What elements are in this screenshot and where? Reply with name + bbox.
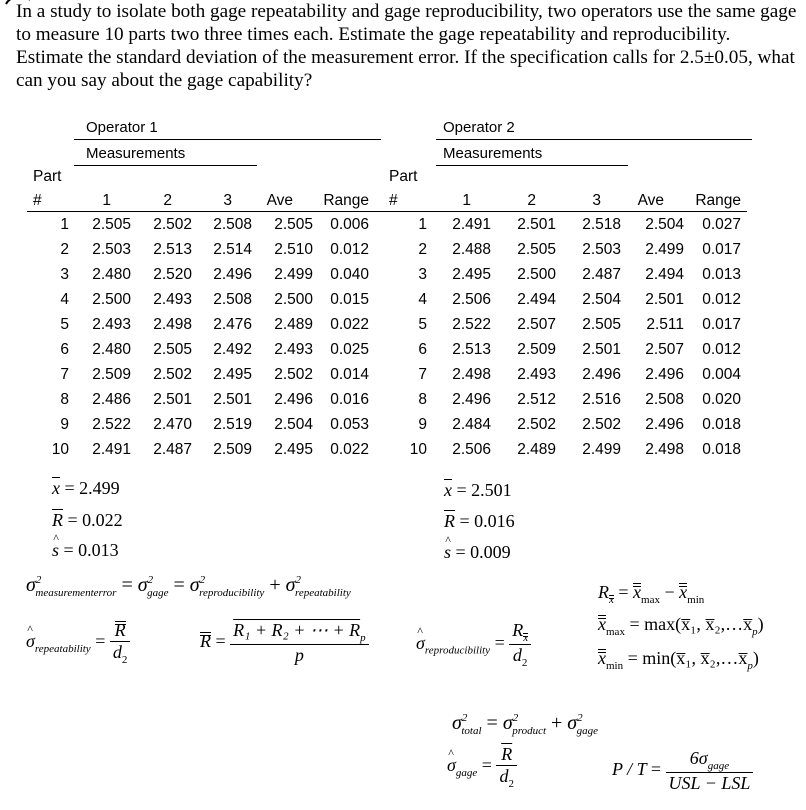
op1-table-cell: 2.503 (92, 241, 131, 258)
op1-table-cell: 2.500 (274, 291, 313, 308)
op2-subtitle-rule (436, 165, 628, 166)
op1-hash-label: # (33, 192, 42, 209)
op2-table-cell: 2.504 (645, 216, 684, 233)
op1-table-cell: 2.491 (92, 441, 131, 458)
op1-shat-stat (52, 540, 119, 561)
op2-table-cell: 2.502 (517, 416, 556, 433)
shat-symbol: ^ s (444, 542, 451, 563)
op2-table-cell: 2.493 (517, 366, 556, 383)
precision-to-tolerance-formula: P / T = $\frac{6\sigma_{gage}}{\text{USL − LSL}}$ (612, 748, 753, 794)
op1-table-cell: 2.510 (274, 241, 313, 258)
op2-table-cell: 0.017 (702, 241, 741, 258)
op2-table-cell: 2.504 (582, 291, 621, 308)
op2-table-cell: 2.507 (645, 341, 684, 358)
op2-table-cell: 2.499 (582, 441, 621, 458)
op2-table-cell: 0.012 (702, 341, 741, 358)
total-variance-formula: $\sigma^2_{total} = \sigma^2_{product} + \sigma^2_{gage}$ (452, 712, 599, 737)
op2-table-cell: 2.489 (517, 441, 556, 458)
op1-part-number: 1 (60, 216, 69, 233)
op1-part-number: 2 (60, 241, 69, 258)
op2-table-cell: 0.020 (702, 391, 741, 408)
op2-table-cell: 0.012 (702, 291, 741, 308)
op2-rbar-stat (444, 511, 515, 532)
op2-table-cell: 2.491 (452, 216, 491, 233)
op1-table-cell: 2.486 (92, 391, 131, 408)
op1-table-cell: 2.500 (92, 291, 131, 308)
op2-table-cell: 2.522 (452, 316, 491, 333)
op1-table-cell: 0.040 (330, 266, 369, 283)
op1-table-cell: 2.501 (153, 391, 192, 408)
op2-table-cell: 0.004 (702, 366, 741, 383)
op2-header-4: Ave (637, 192, 664, 209)
op1-table-cell: 2.501 (213, 391, 252, 408)
op1-xbar-value: 2.499 (79, 478, 120, 498)
op2-table-cell: 2.496 (452, 391, 491, 408)
op2-shat-value: 0.009 (470, 542, 511, 562)
op2-table-cell: 0.018 (702, 416, 741, 433)
op1-table-cell: 2.505 (92, 216, 131, 233)
op2-table-cell: 2.496 (645, 416, 684, 433)
op2-title: Operator 2 (443, 119, 515, 136)
op2-table-cell: 2.506 (452, 441, 491, 458)
op1-table-cell: 2.502 (274, 366, 313, 383)
op2-table-cell: 2.505 (582, 316, 621, 333)
op2-table-cell: 2.496 (645, 366, 684, 383)
op2-table-cell: 0.017 (702, 316, 741, 333)
op1-header-3: 3 (223, 192, 232, 209)
op2-xbar-stat (444, 480, 512, 501)
op2-shat-stat (444, 542, 511, 563)
op1-table-cell: 2.480 (92, 341, 131, 358)
rbar-symbol: $\overline{R}$ (444, 511, 455, 531)
op1-table-cell: 2.504 (274, 416, 313, 433)
op2-header-rule (387, 211, 747, 212)
measurement-error-formula: $\sigma^2_{measurementerror} = \sigma^2_{gage} = \sigma^2_{reproducibility} + \sigma^2_{repeatability}$ (26, 574, 351, 599)
xbar-min-formula: $x_{min}$ = min(x̅₁, $x̅_2,\dots x̅_p$) (598, 648, 759, 672)
rbar-average-formula: R = $\frac{R_1 + R_2 + \cdots + R_p}{p}$ (200, 620, 369, 666)
op1-part-number: 4 (60, 291, 69, 308)
op1-table-cell: 2.505 (153, 341, 192, 358)
op1-table-cell: 2.480 (92, 266, 131, 283)
op2-table-cell: 2.509 (517, 341, 556, 358)
op2-part-number: 2 (418, 241, 427, 258)
op1-table-cell: 0.014 (330, 366, 369, 383)
op2-table-cell: 2.494 (517, 291, 556, 308)
op1-subtitle: Measurements (86, 145, 186, 162)
op1-rbar-stat (52, 510, 123, 531)
op2-table-cell: 2.512 (517, 391, 556, 408)
eq: = (455, 542, 466, 562)
op2-part-number: 1 (418, 216, 427, 233)
op1-table-cell: 2.470 (153, 416, 192, 433)
op2-table-cell: 2.501 (582, 341, 621, 358)
range-of-means-formula: $R_x = x_{max} - x_{min}$ (598, 582, 705, 606)
op1-table-cell: 0.016 (330, 391, 369, 408)
repeatability-formula: ^ $\sigma_{repeatability}$ = $\frac{R}{d_2}$ (26, 620, 130, 666)
op1-table-cell: 2.513 (153, 241, 192, 258)
op2-table-cell: 2.498 (645, 441, 684, 458)
op2-table-cell: 2.501 (645, 291, 684, 308)
op2-table-cell: 2.516 (582, 391, 621, 408)
op1-table-cell: 2.489 (274, 316, 313, 333)
op2-table-cell: 2.518 (582, 216, 621, 233)
op1-header-rule (27, 211, 387, 212)
rbar-symbol: $\overline{R}$ (52, 510, 63, 530)
op1-header-2: 2 (163, 192, 172, 209)
op2-header-1: 1 (462, 192, 471, 209)
op2-header-5: Range (695, 192, 741, 209)
op2-rbar-value: 0.016 (474, 511, 515, 531)
op2-part-number: 6 (418, 341, 427, 358)
op1-table-cell: 2.476 (213, 316, 252, 333)
op1-table-cell: 2.502 (153, 216, 192, 233)
op2-part-number: 4 (418, 291, 427, 308)
op1-table-cell: 2.498 (153, 316, 192, 333)
op2-table-cell: 0.018 (702, 441, 741, 458)
op2-header-3: 3 (592, 192, 601, 209)
xbar-max-formula: $x_{max}$ = max(x̅₁, $x̅_2,\dots x̅_p$) (598, 614, 764, 638)
op1-title-rule (74, 139, 381, 140)
op1-table-cell: 0.022 (330, 441, 369, 458)
op2-title-rule (436, 139, 752, 140)
op1-table-cell: 2.505 (274, 216, 313, 233)
reproducibility-formula: ^ $\sigma_{reproducibility}$ = $\frac{R_x}{d_2}$ (416, 620, 531, 669)
op1-header-4: Ave (266, 192, 293, 209)
op1-part-number: 7 (60, 366, 69, 383)
op1-table-cell: 2.496 (213, 266, 252, 283)
op2-header-2: 2 (527, 192, 536, 209)
op1-table-cell: 0.012 (330, 241, 369, 258)
op2-part-number: 9 (418, 416, 427, 433)
op1-table-cell: 2.520 (153, 266, 192, 283)
xbar-symbol: $\overline{x}$ (52, 478, 60, 498)
op2-table-cell: 2.498 (452, 366, 491, 383)
op2-table-cell: 2.503 (582, 241, 621, 258)
op2-part-number: 10 (409, 441, 427, 458)
op1-table-cell: 2.509 (213, 441, 252, 458)
op1-table-cell: 2.522 (92, 416, 131, 433)
op1-rbar-value: 0.022 (82, 510, 123, 530)
op2-part-number: 3 (418, 266, 427, 283)
op1-title: Operator 1 (86, 119, 158, 136)
op2-table-cell: 2.501 (517, 216, 556, 233)
op1-table-cell: 0.022 (330, 316, 369, 333)
op1-table-cell: 0.015 (330, 291, 369, 308)
op2-table-cell: 2.495 (452, 266, 491, 283)
op2-table-cell: 2.494 (645, 266, 684, 283)
op1-part-number: 9 (60, 416, 69, 433)
op1-shat-value: 0.013 (78, 540, 119, 560)
op1-table-cell: 2.508 (213, 216, 252, 233)
op2-table-cell: 2.502 (582, 416, 621, 433)
op1-table-cell: 0.053 (330, 416, 369, 433)
op1-table-cell: 2.495 (213, 366, 252, 383)
op1-table-cell: 2.495 (274, 441, 313, 458)
op1-header-5: Range (323, 192, 369, 209)
op2-table-cell: 2.506 (452, 291, 491, 308)
op1-part-number: 6 (60, 341, 69, 358)
op1-subtitle-rule (74, 165, 257, 166)
eq: = (67, 510, 78, 530)
op2-part-number: 7 (418, 366, 427, 383)
eq: = (456, 480, 467, 500)
op1-part-number: 8 (60, 391, 69, 408)
op2-xbar-value: 2.501 (471, 480, 512, 500)
op2-table-cell: 2.500 (517, 266, 556, 283)
op2-table-cell: 2.513 (452, 341, 491, 358)
op1-table-cell: 2.502 (153, 366, 192, 383)
op2-table-cell: 0.027 (702, 216, 741, 233)
problem-statement: In a study to isolate both gage repeatability and gage reproducibility, two operators use the same gage to measure 10 parts two three times each. Estimate the gage repeatability and reproducibility. Estimate the standard deviation of the measurement error. If the specification calls for 2.5±0.05, what can you say about the gage capability? (16, 1, 797, 91)
xbar-symbol: $\overline{x}$ (444, 480, 452, 500)
op1-part-number: 5 (60, 316, 69, 333)
op1-table-cell: 0.025 (330, 341, 369, 358)
op2-table-cell: 2.499 (645, 241, 684, 258)
op1-table-cell: 2.508 (213, 291, 252, 308)
op1-table-cell: 2.493 (274, 341, 313, 358)
op2-table-cell: 2.484 (452, 416, 491, 433)
op2-subtitle: Measurements (443, 145, 543, 162)
shat-symbol: ^ s (52, 540, 59, 561)
op1-part-number: 10 (51, 441, 69, 458)
op2-table-cell: 2.505 (517, 241, 556, 258)
op2-table-cell: 2.511 (646, 316, 684, 333)
op1-table-cell: 0.006 (330, 216, 369, 233)
op1-table-cell: 2.492 (213, 341, 252, 358)
op2-table-cell: 2.508 (645, 391, 684, 408)
eq: = (63, 540, 74, 560)
op1-part-number: 3 (60, 266, 69, 283)
op1-table-cell: 2.487 (153, 441, 192, 458)
op2-part-label: Part (389, 168, 418, 185)
op2-table-cell: 2.488 (452, 241, 491, 258)
op1-part-label: Part (33, 168, 62, 185)
gage-sigma-formula: ^ $\sigma_{gage}$ = $\frac{\overline{R}}{d_2}$ (447, 744, 517, 790)
op1-header-1: 1 (102, 192, 111, 209)
op2-table-cell: 2.507 (517, 316, 556, 333)
op2-hash-label: # (389, 192, 398, 209)
op1-table-cell: 2.493 (92, 316, 131, 333)
op2-part-number: 8 (418, 391, 427, 408)
op1-xbar-stat (52, 478, 120, 499)
eq: = (459, 511, 470, 531)
op1-table-cell: 2.499 (274, 266, 313, 283)
op1-table-cell: 2.519 (213, 416, 252, 433)
op2-part-number: 5 (418, 316, 427, 333)
op1-table-cell: 2.509 (92, 366, 131, 383)
op2-table-cell: 2.487 (582, 266, 621, 283)
eq: = (64, 478, 75, 498)
op1-table-cell: 2.514 (213, 241, 252, 258)
op2-table-cell: 2.496 (582, 366, 621, 383)
op1-table-cell: 2.496 (274, 391, 313, 408)
op1-table-cell: 2.493 (153, 291, 192, 308)
op2-table-cell: 0.013 (702, 266, 741, 283)
